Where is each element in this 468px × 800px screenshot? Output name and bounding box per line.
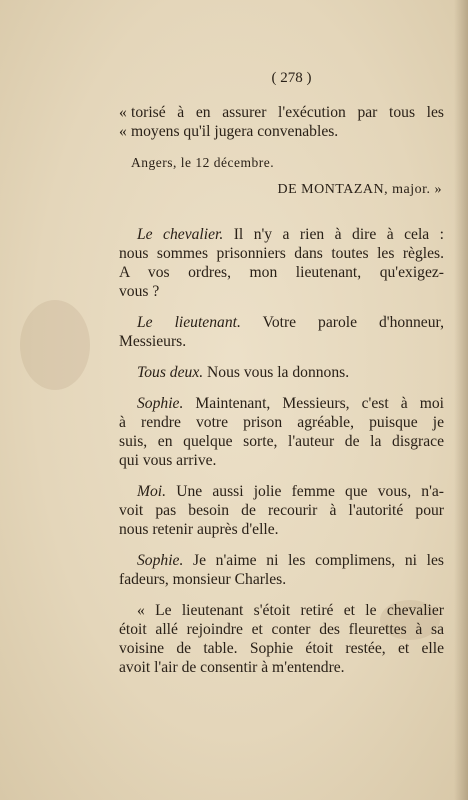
speaker-name: Sophie.	[137, 552, 184, 569]
line-text: Messieurs.	[119, 333, 187, 350]
text-line	[119, 394, 444, 413]
line-text: Il n'y a rien à dire à cela :	[223, 226, 444, 243]
line-text: nous retenir auprès d'elle.	[119, 521, 279, 538]
line-text: fadeurs, monsieur Charles.	[119, 571, 287, 588]
quote-line	[119, 103, 444, 122]
text-line	[119, 432, 444, 451]
text-line	[119, 570, 444, 589]
line-text: étoit allé rejoindre et conter des fleurettes à sa	[119, 621, 444, 638]
quote-mark: «	[119, 123, 127, 140]
text-line	[119, 451, 444, 470]
line-text: A vos ordres, mon lieutenant, qu'exigez-	[119, 264, 444, 281]
text-line	[119, 363, 444, 382]
page-gutter-shadow	[454, 0, 468, 800]
dialogue-paragraph	[119, 551, 444, 589]
quote-text: torisé à en assurer l'exécution par tous les	[131, 104, 444, 121]
text-line	[119, 332, 444, 351]
line-text: Maintenant, Messieurs, c'est à moi	[183, 395, 444, 412]
dialogue	[119, 225, 444, 677]
line-text: qui vous arrive.	[119, 452, 217, 469]
speaker-name: Sophie.	[137, 395, 184, 412]
quoted-order	[119, 103, 444, 141]
text-line	[119, 658, 444, 677]
text-line	[119, 263, 444, 282]
text-line	[119, 601, 444, 620]
text-line	[119, 225, 444, 244]
text-line	[119, 639, 444, 658]
speaker-name: Moi.	[137, 483, 167, 500]
dateline: Angers, le 12 décembre.	[131, 155, 275, 170]
dialogue-paragraph	[119, 363, 444, 382]
quote-mark: «	[119, 104, 127, 121]
line-text: voit pas besoin de recourir à l'autorité pour	[119, 502, 444, 519]
line-text: avoit l'air de consentir à m'entendre.	[119, 659, 345, 676]
text-line	[119, 551, 444, 570]
speaker-name: Le chevalier.	[137, 226, 224, 243]
text-line	[119, 244, 444, 263]
line-text: Une aussi jolie femme que vous, n'a-	[166, 483, 444, 500]
text-line	[119, 482, 444, 501]
line-text: Je n'aime ni les complimens, ni les	[183, 552, 444, 569]
dialogue-paragraph	[119, 482, 444, 539]
text-line	[119, 413, 444, 432]
page-number: ( 278 )	[271, 70, 312, 86]
line-text: vous ?	[119, 283, 160, 300]
line-text: nous sommes prisonniers dans toutes les règles.	[119, 245, 444, 262]
text-line	[119, 501, 444, 520]
dialogue-paragraph	[119, 601, 444, 677]
dialogue-paragraph	[119, 225, 444, 301]
text-line	[119, 282, 444, 301]
line-text: Votre parole d'honneur,	[240, 314, 444, 331]
speaker-name: Tous deux.	[137, 364, 204, 381]
line-text: Nous vous la donnons.	[203, 364, 350, 381]
line-text: « Le lieutenant s'étoit retiré et le chevalier	[137, 602, 444, 619]
paper-stain	[20, 300, 90, 390]
text-line	[119, 313, 444, 332]
signature: DE MONTAZAN, major. »	[277, 182, 442, 197]
speaker-name: Le lieutenant.	[137, 314, 241, 331]
text-line	[119, 520, 444, 539]
quote-text: moyens qu'il jugera convenables.	[131, 123, 339, 140]
text-line	[119, 620, 444, 639]
line-text: suis, en quelque sorte, l'auteur de la disgrace	[119, 433, 444, 450]
dialogue-paragraph	[119, 394, 444, 470]
dialogue-paragraph	[119, 313, 444, 351]
line-text: voisine de table. Sophie étoit restée, et elle	[119, 640, 444, 657]
text-block	[119, 68, 444, 677]
line-text: à rendre votre prison agréable, puisque je	[119, 414, 444, 431]
quote-line	[119, 122, 444, 141]
